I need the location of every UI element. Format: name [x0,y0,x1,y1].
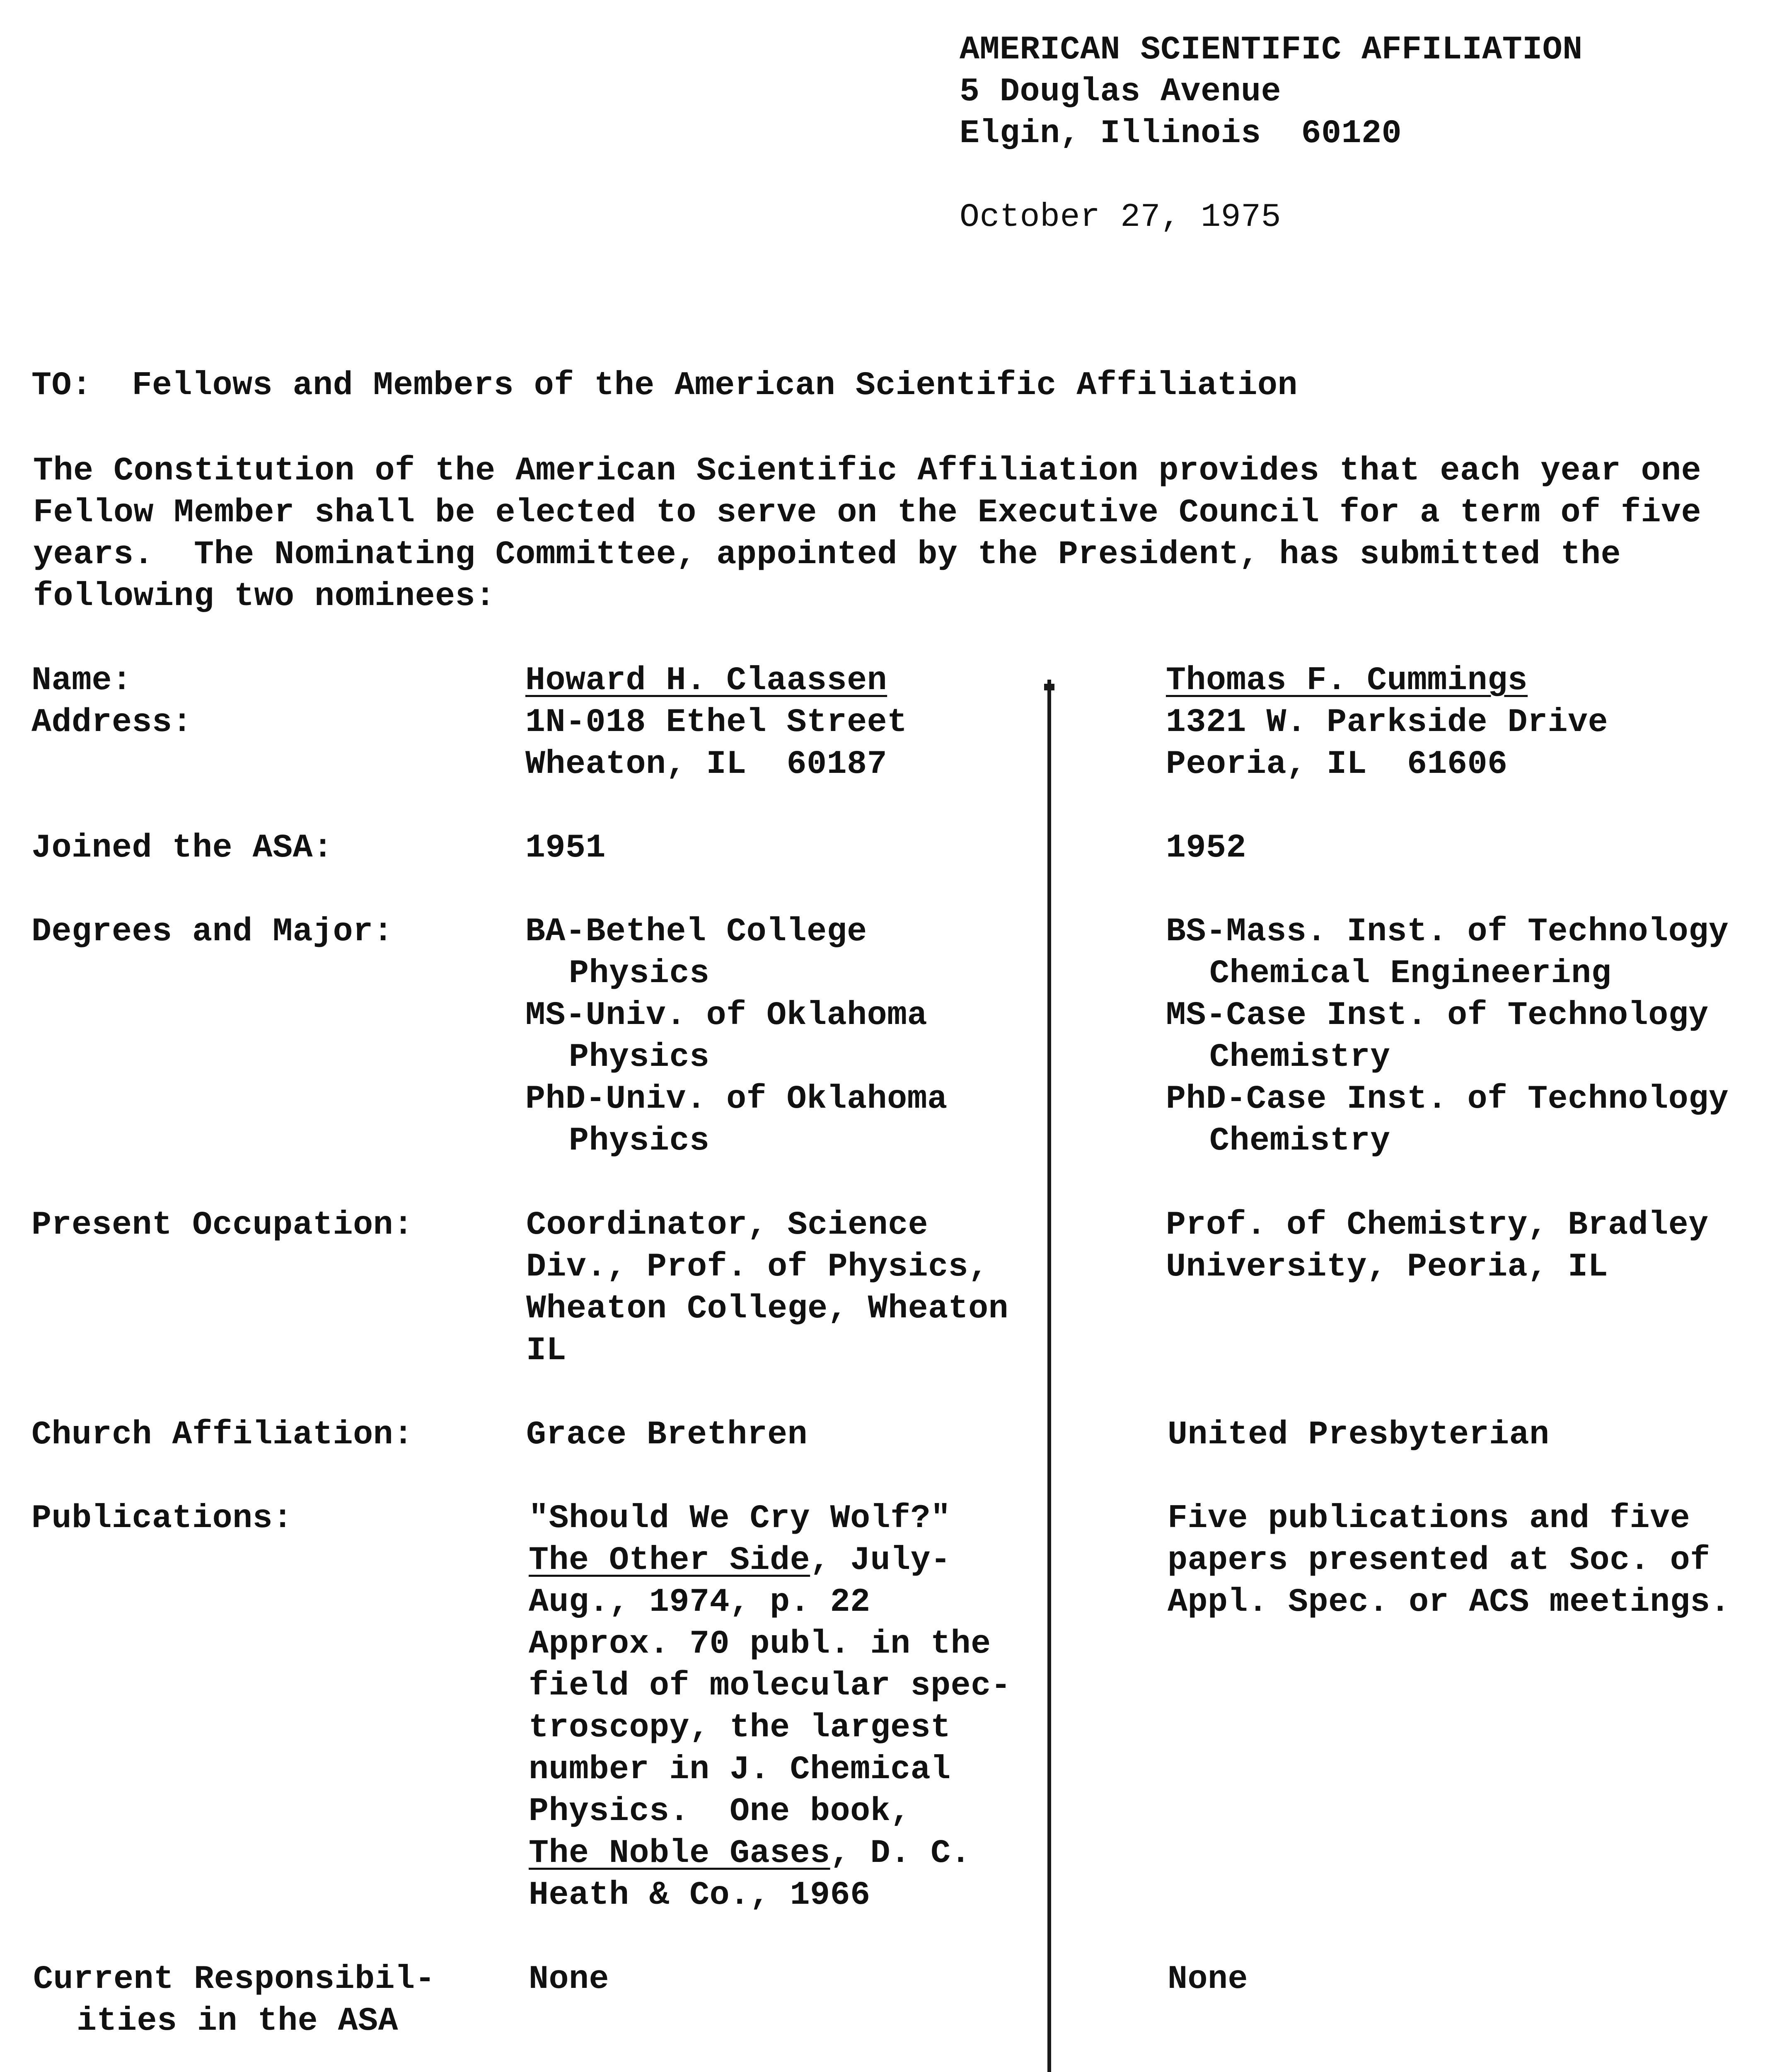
org-city: Elgin, Illinois 60120 [960,115,1402,152]
intro-line: The Constitution of the American Scientific Affiliation provides that each year one [33,452,1702,490]
nominee-a-church: Grace Brethren [526,1416,808,1454]
nominee-b-address: 1321 W. Parkside Drive Peoria, IL 61606 [1166,704,1608,783]
nominee-b-current-responsibilities: None [1168,1961,1248,1998]
degree: MS-Univ. of Oklahoma [525,997,928,1034]
degree: BS-Mass. Inst. of Technology [1166,913,1729,951]
degree: MS-Case Inst. of Technology [1166,997,1709,1034]
intro-paragraph [33,450,1701,617]
nominee-a-occupation: Coordinator, Science Div., Prof. of Physics, Wheaton College, Wheaton IL [526,1206,1009,1370]
major: Chemistry [1209,1122,1390,1160]
nominee-b-joined: 1952 [1166,829,1247,867]
letterhead [960,29,1583,155]
nominee-b-degrees [1166,911,1729,1162]
major: Physics [569,955,710,992]
nominee-b-church: United Presbyterian [1168,1416,1550,1454]
major: Chemical Engineering [1209,955,1612,992]
label-address: Address: [31,704,193,741]
nominee-a-joined: 1951 [525,829,606,867]
nominee-a-publications: "Should We Cry Wolf?" The Other Side, July- Aug., 1974, p. 22 Approx. 70 publ. in the field of molecular spec- troscopy, the largest number in J. Chemical Physics. One book, The Noble Gases, D. C. Heath & Co., 1966 [529,1500,1011,1914]
label-publications: Publications: [31,1500,293,1537]
journal-title: The Other Side [529,1542,810,1579]
nominee-b-publications: Five publications and five papers presented at Soc. of Appl. Spec. or ACS meetings. [1168,1500,1731,1621]
label-joined: Joined the ASA: [31,829,333,867]
nominee-a-current-responsibilities: None [529,1961,609,1998]
degree: PhD-Case Inst. of Technology [1166,1080,1729,1118]
nominee-b-occupation: Prof. of Chemistry, Bradley University, Peoria, IL [1166,1206,1709,1286]
major: Physics [569,1038,710,1076]
org-name: AMERICAN SCIENTIFIC AFFILIATION [960,31,1583,69]
column-divider [1047,680,1051,2072]
label-degrees: Degrees and Major: [31,913,394,951]
label-occupation: Present Occupation: [31,1206,413,1244]
divider-mark [1044,684,1054,690]
label-church: Church Affiliation: [31,1416,413,1454]
recipient-line: TO: Fellows and Members of the American Scientific Affiliation [31,367,1298,404]
nominee-a-name: Howard H. Claassen [525,662,887,700]
nominee-b-name: Thomas F. Cummings [1166,662,1528,700]
degree: PhD-Univ. of Oklahoma [525,1080,948,1118]
org-street: 5 Douglas Avenue [960,73,1281,111]
book-title: The Noble Gases [529,1835,830,1872]
nominee-a-degrees [525,911,948,1162]
label-name: Name: [31,662,132,700]
major: Chemistry [1209,1038,1390,1076]
nominee-a-address: 1N-018 Ethel Street Wheaton, IL 60187 [525,704,907,783]
intro-line: following two nominees: [33,578,496,615]
intro-line: years. The Nominating Committee, appointed by the President, has submitted the [33,536,1621,574]
major: Physics [569,1122,710,1160]
letter-date: October 27, 1975 [960,198,1281,236]
intro-line: Fellow Member shall be elected to serve on the Executive Council for a term of five [33,494,1702,532]
label-current-responsibilities: Current Responsibil- ities in the ASA [33,1961,435,2040]
degree: BA-Bethel College [525,913,867,951]
